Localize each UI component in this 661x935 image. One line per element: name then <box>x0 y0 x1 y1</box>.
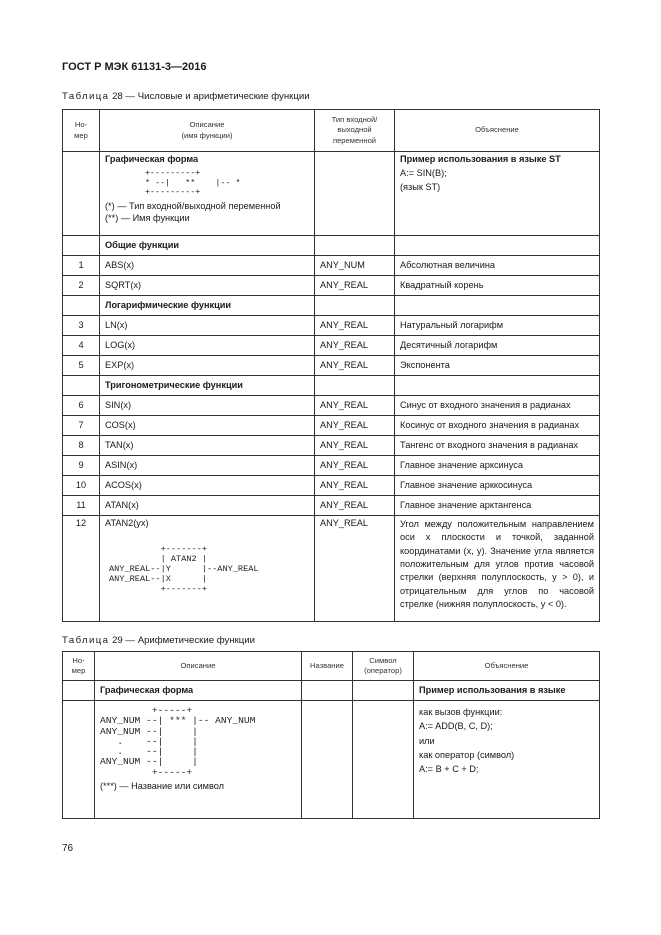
page-number: 76 <box>62 843 74 854</box>
document-header: ГОСТ Р МЭК 61131-3—2016 <box>62 61 207 73</box>
table28-caption <box>62 91 310 102</box>
example-line: или <box>419 735 435 746</box>
table-row <box>63 416 600 436</box>
data-type: ANY_REAL <box>315 436 395 456</box>
function-name: ATAN2(yx) <box>105 518 149 528</box>
table-row <box>63 396 600 416</box>
section-title: Общие функции <box>100 236 315 256</box>
graphic-note: (***) — Название или символ <box>100 780 225 791</box>
row-number: 10 <box>63 476 100 496</box>
function-name: ACOS(x) <box>100 476 315 496</box>
table29-caption-text: 29 — Арифметические функции <box>112 635 256 646</box>
table29-caption-label: Таблица <box>62 635 110 646</box>
graphic-form-title: Графическая форма <box>105 154 199 164</box>
table-28 <box>62 109 600 622</box>
row-number: 2 <box>63 276 100 296</box>
row-number: 8 <box>63 436 100 456</box>
row-number: 3 <box>63 316 100 336</box>
col-header-description: Описание (имя функции) <box>100 110 315 152</box>
graphic-form-header-row <box>63 681 600 701</box>
data-type: ANY_REAL <box>315 516 395 622</box>
table-row <box>63 476 600 496</box>
function-name: EXP(x) <box>100 356 315 376</box>
row-number: 11 <box>63 496 100 516</box>
data-type: ANY_REAL <box>315 316 395 336</box>
data-type: ANY_REAL <box>315 416 395 436</box>
explanation: Главное значение арктангенса <box>395 496 600 516</box>
data-type: ANY_REAL <box>315 396 395 416</box>
col-header-symbol: Символ (оператор) <box>353 652 414 681</box>
section-row <box>63 296 600 316</box>
table-row <box>63 456 600 476</box>
data-type: ANY_REAL <box>315 356 395 376</box>
function-name: ASIN(x) <box>100 456 315 476</box>
data-type: ANY_REAL <box>315 276 395 296</box>
row-number: 4 <box>63 336 100 356</box>
graphic-form-row <box>63 701 600 819</box>
row-number: 9 <box>63 456 100 476</box>
col-header-explanation: Объяснение <box>414 652 600 681</box>
row-number: 12 <box>63 516 100 622</box>
function-name: TAN(x) <box>100 436 315 456</box>
explanation: Синус от входного значения в радианах <box>395 396 600 416</box>
table-row <box>63 356 600 376</box>
function-name: SQRT(x) <box>100 276 315 296</box>
row-number: 5 <box>63 356 100 376</box>
section-row <box>63 236 600 256</box>
example-line: A:= ADD(B, C, D); <box>419 721 493 732</box>
function-block-diagram: +---------+ * --| ** |-- * +---------+ <box>145 167 241 198</box>
example-line: A:= B + C + D; <box>419 764 479 774</box>
function-name: ATAN(x) <box>100 496 315 516</box>
table-row <box>63 316 600 336</box>
row-number: 6 <box>63 396 100 416</box>
table-row <box>63 496 600 516</box>
example-title: Пример использования в языке <box>414 681 600 701</box>
explanation: Главное значение арккосинуса <box>395 476 600 496</box>
data-type: ANY_REAL <box>315 336 395 356</box>
function-name: ABS(x) <box>100 256 315 276</box>
col-header-description: Описание <box>95 652 302 681</box>
table-row <box>63 276 600 296</box>
col-header-number: Но- мер <box>63 652 95 681</box>
graphic-note-name: (**) — Имя функции <box>105 212 190 223</box>
table-29 <box>62 651 600 819</box>
row-number: 1 <box>63 256 100 276</box>
example-language: (язык ST) <box>400 181 441 192</box>
table28-caption-text: 28 — Числовые и арифметические функции <box>112 91 310 102</box>
data-type: ANY_REAL <box>315 496 395 516</box>
example-title: Пример использования в языке ST <box>400 154 561 164</box>
table29-caption <box>62 635 255 646</box>
col-header-number: Но- мер <box>63 110 100 152</box>
explanation: Угол между положительным направлением оси x плоскости и точкой, заданной координатами (x, y). Значение угла является положительным для углов против часовой стрелки (верхняя полуплоскость, y > 0), и отрицательным для углов по часовой стрелке (нижняя полуплоскость, y < 0). <box>395 516 600 622</box>
data-type: ANY_REAL <box>315 456 395 476</box>
graphic-note-type: (*) — Тип входной/выходной переменной <box>105 200 281 211</box>
table-row <box>63 336 600 356</box>
atan2-block-diagram: +-------+ | ATAN2 | ANY_REAL--|Y |--ANY_REAL ANY_REAL--|X | +-------+ <box>109 543 259 595</box>
example-line: как оператор (символ) <box>419 749 515 760</box>
row-number: 7 <box>63 416 100 436</box>
explanation: Десятичный логарифм <box>395 336 600 356</box>
table28-caption-label: Таблица <box>62 91 110 102</box>
table-row <box>63 256 600 276</box>
table-row-atan2 <box>63 516 600 622</box>
function-name: SIN(x) <box>100 396 315 416</box>
explanation: Косинус от входного значения в радианах <box>395 416 600 436</box>
graphic-form-row <box>63 152 600 236</box>
data-type: ANY_NUM <box>315 256 395 276</box>
data-type: ANY_REAL <box>315 476 395 496</box>
section-row <box>63 376 600 396</box>
col-header-explanation: Объяснение <box>395 110 600 152</box>
section-title: Логарифмические функции <box>100 296 315 316</box>
function-name: LN(x) <box>100 316 315 336</box>
function-name: LOG(x) <box>100 336 315 356</box>
explanation: Натуральный логарифм <box>395 316 600 336</box>
explanation: Квадратный корень <box>395 276 600 296</box>
function-name: COS(x) <box>100 416 315 436</box>
section-title: Тригонометрические функции <box>100 376 315 396</box>
explanation: Экспонента <box>395 356 600 376</box>
example-code: A:= SIN(B); <box>400 167 447 178</box>
explanation: Главное значение арксинуса <box>395 456 600 476</box>
explanation: Тангенс от входного значения в радианах <box>395 436 600 456</box>
add-block-diagram: +-----+ ANY_NUM --| *** |-- ANY_NUM ANY_NUM --| | . --| | . --| | ANY_NUM --| | +-----+ <box>100 705 256 778</box>
graphic-form-title: Графическая форма <box>95 681 302 701</box>
col-header-type: Тип входной/ выходной переменной <box>315 110 395 152</box>
example-line: как вызов функции: <box>419 707 503 717</box>
col-header-name: Название <box>302 652 353 681</box>
explanation: Абсолютная величина <box>395 256 600 276</box>
table-row <box>63 436 600 456</box>
